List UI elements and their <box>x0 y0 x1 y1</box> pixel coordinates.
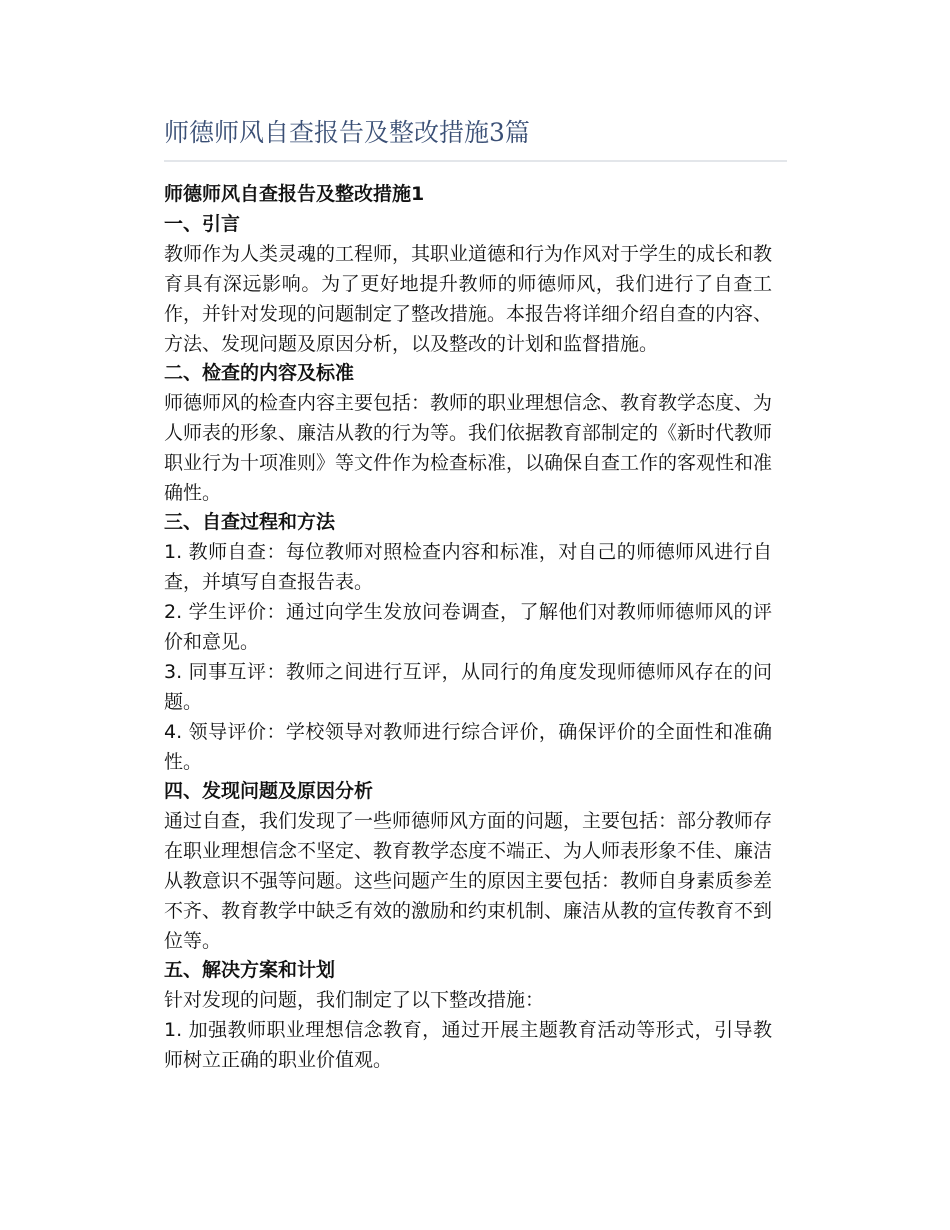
heading-problems-analysis: 四、发现问题及原因分析 <box>164 780 374 802</box>
list-item: 1. 加强教师职业理想信念教育，通过开展主题教育活动等形式，引导教师树立正确的职业价值观。 <box>164 1019 772 1071</box>
heading-process-methods: 三、自查过程和方法 <box>164 511 336 533</box>
paragraph-inspection-content: 师德师风的检查内容主要包括：教师的职业理想信念、教育教学态度、为人师表的形象、廉洁从教的行为等。我们依据教育部制定的《新时代教师职业行为十项准则》等文件作为检查标准，以确保自查工作的客观性和准确性。 <box>164 392 773 504</box>
paragraph-introduction: 教师作为人类灵魂的工程师，其职业道德和行为作风对于学生的成长和教育具有深远影响。为了更好地提升教师的师德师风，我们进行了自查工作，并针对发现的问题制定了整改措施。本报告将详细介绍自查的内容、方法、发现问题及原因分析，以及整改的计划和监督措施。 <box>164 243 773 355</box>
paragraph-solutions-intro: 针对发现的问题，我们制定了以下整改措施： <box>164 989 545 1011</box>
section-subtitle: 师德师风自查报告及整改措施1 <box>164 183 425 205</box>
document-body <box>164 178 772 1075</box>
heading-solutions-plan: 五、解决方案和计划 <box>164 959 336 981</box>
title-divider <box>164 160 787 162</box>
list-item: 4. 领导评价：学校领导对教师进行综合评价，确保评价的全面性和准确性。 <box>164 721 772 773</box>
list-item: 2. 学生评价：通过向学生发放问卷调查，了解他们对教师师德师风的评价和意见。 <box>164 601 772 653</box>
list-item: 3. 同事互评：教师之间进行互评，从同行的角度发现师德师风存在的问题。 <box>164 661 772 713</box>
paragraph-problems-analysis: 通过自查，我们发现了一些师德师风方面的问题，主要包括：部分教师存在职业理想信念不坚定、教育教学态度不端正、为人师表形象不佳、廉洁从教意识不强等问题。这些问题产生的原因主要包括：教师自身素质参差不齐、教育教学中缺乏有效的激励和约束机制、廉洁从教的宣传教育不到位等。 <box>164 810 773 952</box>
heading-inspection-content: 二、检查的内容及标准 <box>164 362 355 384</box>
document-title: 师德师风自查报告及整改措施3篇 <box>164 118 530 147</box>
heading-introduction: 一、引言 <box>164 213 241 235</box>
list-item: 1. 教师自查：每位教师对照检查内容和标准，对自己的师德师风进行自查，并填写自查报告表。 <box>164 541 772 593</box>
